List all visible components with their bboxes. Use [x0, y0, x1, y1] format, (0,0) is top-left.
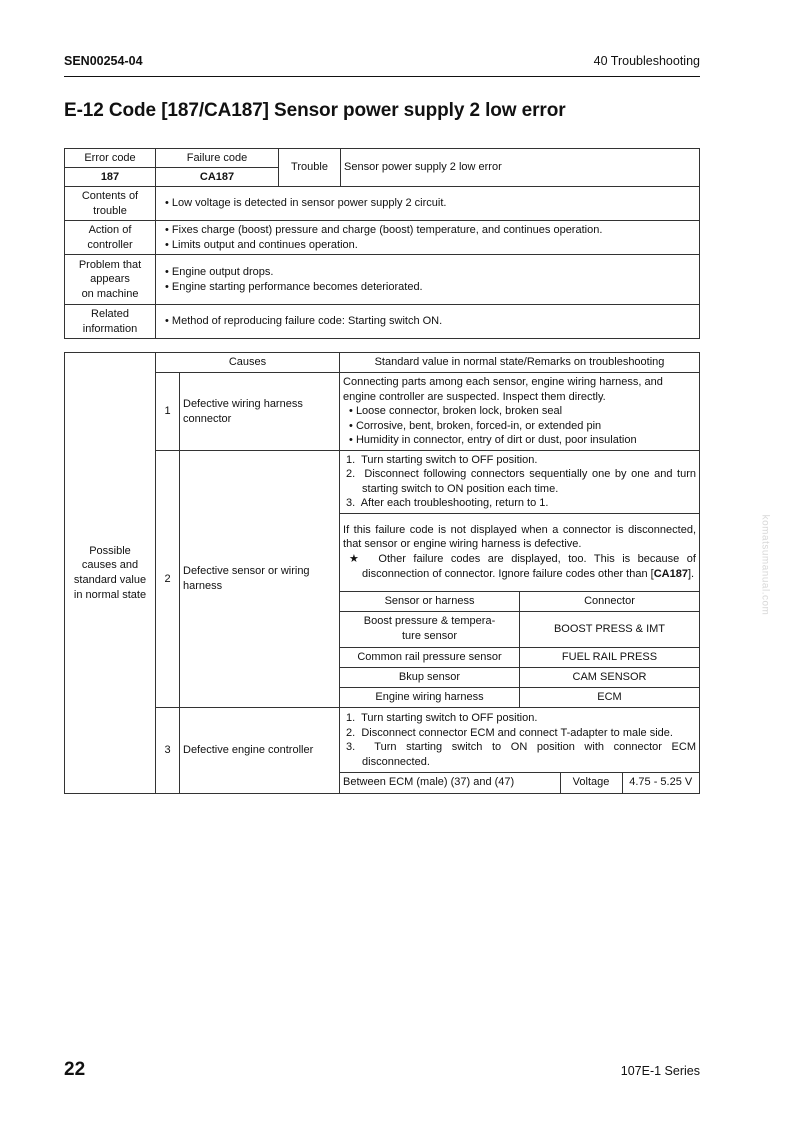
related-label: Related information — [65, 305, 156, 339]
cause-3-remarks — [340, 709, 699, 793]
cause-2-remarks — [340, 451, 699, 707]
page-title: E-12 Code [187/CA187] Sensor power supply 2 low error — [64, 100, 566, 121]
remarks-header: Standard value in normal state/Remarks on troubleshooting — [340, 353, 700, 373]
judgement-note: If this failure code is not displayed when a connector is disconnected, that sensor or engine wiring harness is defective. ★ Other failure codes are displayed, too. This is because of disconnection of connector. Ignore failure codes other than [CA187]. — [340, 513, 699, 591]
related-value: • Method of reproducing failure code: Starting switch ON. — [156, 305, 700, 339]
cause-name: Defective sensor or wiring harness — [180, 451, 340, 708]
contents-label: Contents of trouble — [65, 187, 156, 221]
causes-table — [64, 352, 700, 794]
cause-remarks: Connecting parts among each sensor, engine wiring harness, and engine controller are suspected. Inspect them directly. • Loose connector, broken lock, broken seal • Corrosive, bent, broken, forced-in, or extended pin • Humidity in connector, entry of dirt or dust, poor insulation — [340, 373, 700, 451]
procedure-steps: 1. Turn starting switch to OFF position. 2. Disconnect following connectors sequentially one by one and turn starting switch to ON position each time. 3. After each troubleshooting, return to 1. — [340, 451, 699, 513]
page-number: 22 — [64, 1059, 86, 1080]
action-value: • Fixes charge (boost) pressure and charge (boost) temperature, and continues operation. • Limits output and continues operation. — [156, 221, 700, 255]
possible-causes-label: Possible causes and standard value in normal state — [65, 353, 156, 794]
cause-row-3 — [65, 708, 700, 794]
cause-row-2 — [65, 451, 700, 708]
failure-code-label: Failure code — [156, 149, 279, 168]
action-label: Action of controller — [65, 221, 156, 255]
procedure-steps: 1. Turn starting switch to OFF position. 2. Disconnect connector ECM and connect T-adapter to male side. 3. Turn starting switch to ON position with connector ECM disconnected. — [340, 709, 699, 773]
section-title: 40 Troubleshooting — [593, 54, 700, 68]
measure-value: 4.75 - 5.25 V — [622, 773, 699, 793]
failure-code-value: CA187 — [156, 168, 279, 187]
measure-type: Voltage — [560, 773, 622, 793]
causes-header: Causes — [156, 353, 340, 373]
problem-value: • Engine output drops. • Engine starting performance becomes deteriorated. — [156, 255, 700, 305]
cause-name: Defective engine controller — [180, 708, 340, 794]
table-row: Boost pressure & tempera- ture sensor BOOST PRESS & IMT — [340, 611, 699, 647]
table-row: Common rail pressure sensor FUEL RAIL PRESS — [340, 647, 699, 667]
error-code-value: 187 — [65, 168, 156, 187]
cause-number: 1 — [156, 373, 180, 451]
error-code-label: Error code — [65, 149, 156, 168]
table-row: Engine wiring harness ECM — [340, 687, 699, 707]
watermark-right: komatsumanual.com — [759, 514, 771, 616]
list-item: • Loose connector, broken lock, broken seal — [343, 404, 696, 419]
cause-number: 2 — [156, 451, 180, 708]
doc-code: SEN00254-04 — [64, 54, 143, 68]
failure-info-table — [64, 148, 700, 339]
measure-between: Between ECM (male) (37) and (47) — [340, 773, 560, 793]
sensor-col-header: Sensor or harness — [340, 591, 519, 611]
cause-row-1 — [65, 373, 700, 451]
trouble-label: Trouble — [279, 149, 341, 187]
trouble-value: Sensor power supply 2 low error — [341, 149, 700, 187]
list-item: • Humidity in connector, entry of dirt or dust, poor insulation — [343, 433, 696, 448]
header-rule — [64, 76, 700, 77]
table-row: Bkup sensor CAM SENSOR — [340, 667, 699, 687]
series-label: 107E-1 Series — [620, 1064, 700, 1078]
contents-value: • Low voltage is detected in sensor power supply 2 circuit. — [156, 187, 700, 221]
star-icon: ★ — [349, 553, 364, 565]
list-item: • Corrosive, bent, broken, forced-in, or extended pin — [343, 419, 696, 434]
problem-label: Problem that appears on machine — [65, 255, 156, 305]
cause-name: Defective wiring harness connector — [180, 373, 340, 451]
connector-col-header: Connector — [520, 591, 700, 611]
cause-number: 3 — [156, 708, 180, 794]
